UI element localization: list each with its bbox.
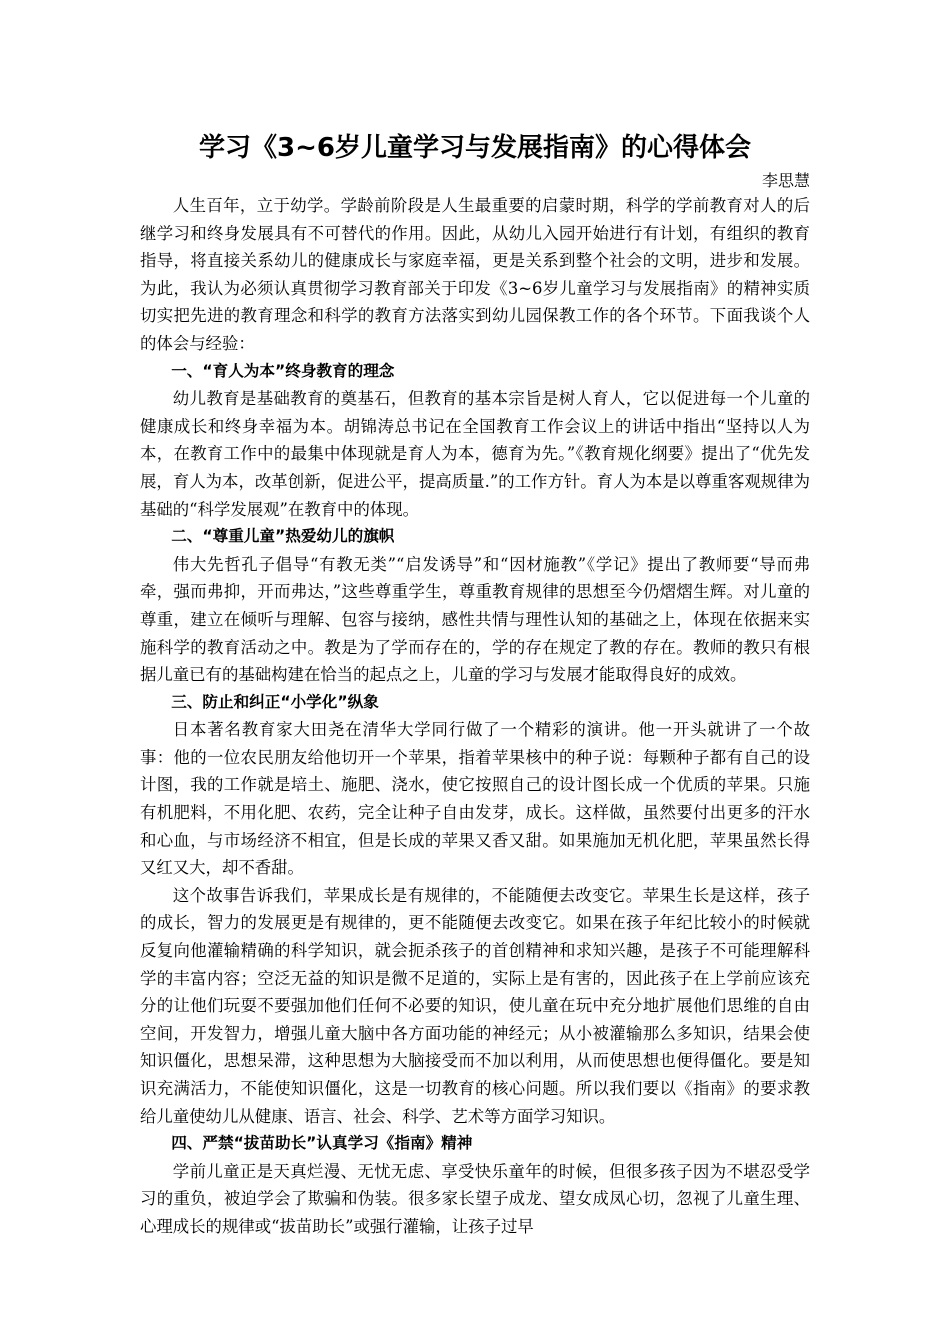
section-heading-4: 四、严禁“拔苗助长”认真学习《指南》精神 bbox=[171, 1134, 473, 1153]
document-author: 李思慧 bbox=[761, 171, 810, 190]
section-1-paragraph-1: 幼儿教育是基础教育的奠基石，但教育的基本宗旨是树人育人，它以促进每一个儿童的健康成长和终身幸福为本。胡锦涛总书记在全国教育工作会议上的讲话中指出“坚持以人为本，在教育工作中的最集中体现就是育人为本，德育为先。”《教育规化纲要》提出了“优先发展，育人为本，改革创新，促进公平，提高质量.”的工作方针。育人为本是以尊重客观规律为基础的“科学发展观”在教育中的体现。 bbox=[140, 389, 810, 519]
intro-paragraph: 人生百年，立于幼学。学龄前阶段是人生最重要的启蒙时期，科学的学前教育对人的后继学习和终身发展具有不可替代的作用。因此，从幼儿入园开始进行有计划，有组织的教育指导，将直接关系幼儿的健康成长与家庭幸福，更是关系到整个社会的文明，进步和发展。为此，我认为必须认真贯彻学习教育部关于印发《3~6岁儿童学习与发展指南》的精神实质切实把先进的教育理念和科学的教育方法落实到幼儿园保教工作的各个环节。下面我谈个人的体会与经验： bbox=[140, 196, 810, 353]
section-3-paragraph-1: 日本著名教育家大田尧在清华大学同行做了一个精彩的演讲。他一开头就讲了一个故事：他的一位农民朋友给他切开一个苹果，指着苹果核中的种子说：每颗种子都有自己的设计图，我的工作就是培土、施肥、浇水，使它按照自己的设计图长成一个优质的苹果。只施有机肥料，不用化肥、农药，完全让种子自由发芽，成长。这样做，虽然要付出更多的汗水和心血，与市场经济不相宜，但是长成的苹果又香又甜。如果施加无机化肥，苹果虽然长得又红又大，却不香甜。 bbox=[140, 720, 810, 878]
section-3-paragraph-2: 这个故事告诉我们，苹果成长是有规律的，不能随便去改变它。苹果生长是这样，孩子的成长，智力的发展更是有规律的，更不能随便去改变它。如果在孩子年纪比较小的时候就反复向他灌输精确的科学知识，就会扼杀孩子的首创精神和求知兴趣，是孩子不可能理解科学的丰富内容；空泛无益的知识是微不足道的，实际上是有害的，因此孩子在上学前应该充分的让他们玩耍不要强加他们任何不必要的知识，使儿童在玩中充分地扩展他们思维的自由空间，开发智力，增强儿童大脑中各方面功能的神经元；从小被灌输那么多知识，结果会使知识僵化，思想呆滞，这种思想为大脑接受而不加以利用，从而使思想也便得僵化。要是知识充满活力，不能使知识僵化，这是一切教育的核心问题。所以我们要以《指南》的要求教给儿童使幼儿从健康、语言、社会、科学、艺术等方面学习知识。 bbox=[140, 885, 810, 1126]
section-heading-2: 二、“尊重儿童”热爱幼儿的旗帜 bbox=[171, 527, 395, 546]
document-title: 学习《3~6岁儿童学习与发展指南》的心得体会 bbox=[199, 133, 751, 163]
document-page bbox=[140, 128, 810, 1241]
section-2-paragraph-1: 伟大先哲孔子倡导“有教无类”“启发诱导”和“因材施教”《学记》提出了教师要“导而弗牵，强而弗抑，开而弗达，”这些尊重学生，尊重教育规律的思想至今仍熠熠生辉。对儿童的尊重，建立在倾听与理解、包容与接纳，感性共情与理性认知的基础之上，体现在依据来实施科学的教育活动之中。教是为了学而存在的，学的存在规定了教的存在。教师的教只有根据儿童已有的基础构建在恰当的起点之上，儿童的学习与发展才能取得良好的成效。 bbox=[140, 554, 810, 685]
section-heading-1: 一、“育人为本”终身教育的理念 bbox=[171, 361, 395, 380]
section-heading-3: 三、防止和纠正“小学化”纵象 bbox=[171, 692, 379, 711]
section-4-paragraph-1: 学前儿童正是天真烂漫、无忧无虑、享受快乐童年的时候，但很多孩子因为不堪忍受学习的重负，被迫学会了欺骗和伪装。很多家长望子成龙、望女成凤心切，忽视了儿童生理、心理成长的规律或“拔苗助长”或强行灌输，让孩子过早 bbox=[140, 1161, 810, 1236]
